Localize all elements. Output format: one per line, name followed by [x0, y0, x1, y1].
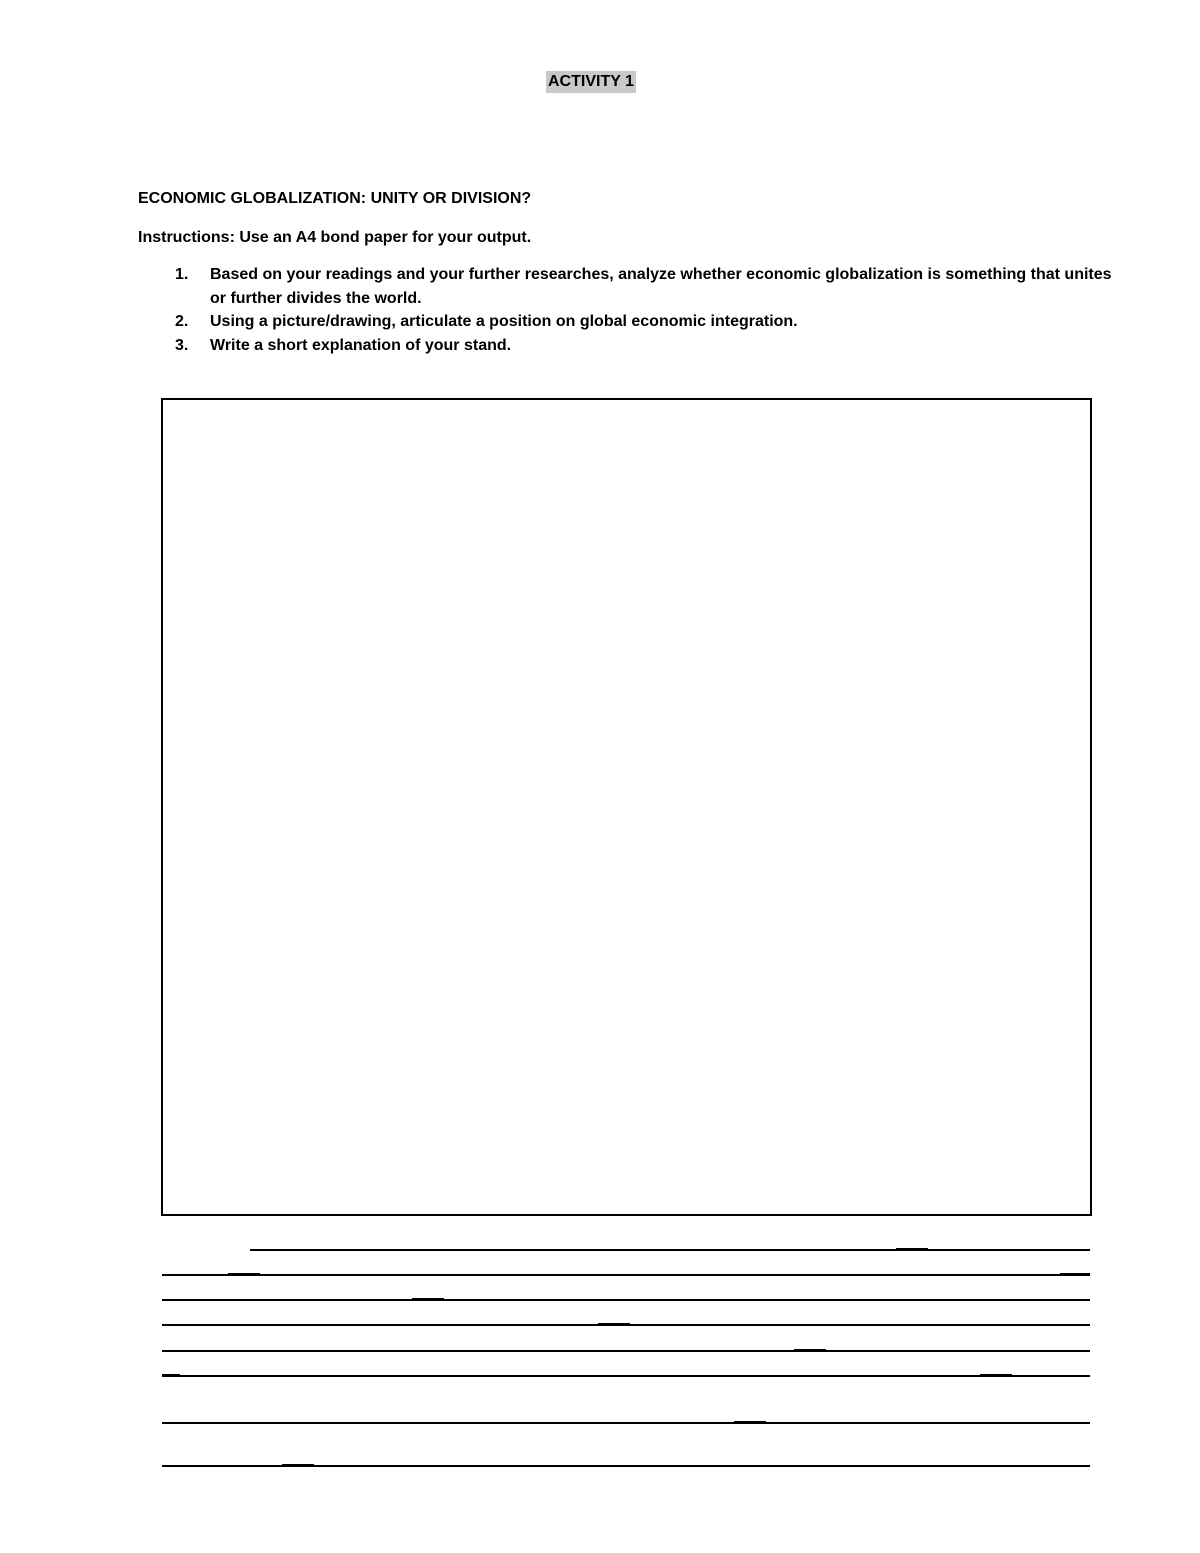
- instructions-text: Instructions: Use an A4 bond paper for your output.: [138, 229, 532, 246]
- instruction-text: Based on your readings and your further researches, analyze whether economic globalization is something that unites or further divides the world.: [210, 266, 1112, 307]
- instruction-text: Write a short explanation of your stand.: [210, 336, 512, 354]
- instruction-item: [170, 310, 1130, 334]
- instruction-item: [170, 263, 1130, 310]
- instruction-number: 1.: [175, 266, 189, 283]
- instruction-list: [170, 263, 1130, 357]
- line-tick: [1060, 1273, 1090, 1276]
- line-tick: [598, 1323, 630, 1326]
- instruction-text: Using a picture/drawing, articulate a position on global economic integration.: [210, 313, 798, 330]
- line-tick: [282, 1464, 314, 1467]
- instruction-item: [170, 334, 1130, 358]
- writing-line[interactable]: [250, 1249, 1090, 1251]
- section-heading: ECONOMIC GLOBALIZATION: UNITY OR DIVISION?: [138, 190, 532, 207]
- writing-line[interactable]: [162, 1299, 1090, 1301]
- line-tick: [896, 1248, 928, 1251]
- instruction-number: 3.: [175, 336, 189, 354]
- writing-line[interactable]: [162, 1375, 1090, 1377]
- line-tick: [412, 1298, 444, 1301]
- instruction-number: 2.: [175, 313, 189, 330]
- line-tick: [734, 1421, 766, 1424]
- activity-title: ACTIVITY 1: [546, 71, 636, 93]
- line-tick: [794, 1349, 826, 1352]
- drawing-box[interactable]: [161, 398, 1092, 1216]
- writing-line[interactable]: [162, 1350, 1090, 1352]
- writing-line[interactable]: [162, 1465, 1090, 1467]
- line-tick: [228, 1273, 260, 1276]
- line-tick: [162, 1374, 180, 1377]
- writing-line[interactable]: [162, 1324, 1090, 1326]
- writing-line[interactable]: [162, 1422, 1090, 1424]
- writing-line[interactable]: [162, 1274, 1090, 1276]
- line-tick: [980, 1374, 1012, 1377]
